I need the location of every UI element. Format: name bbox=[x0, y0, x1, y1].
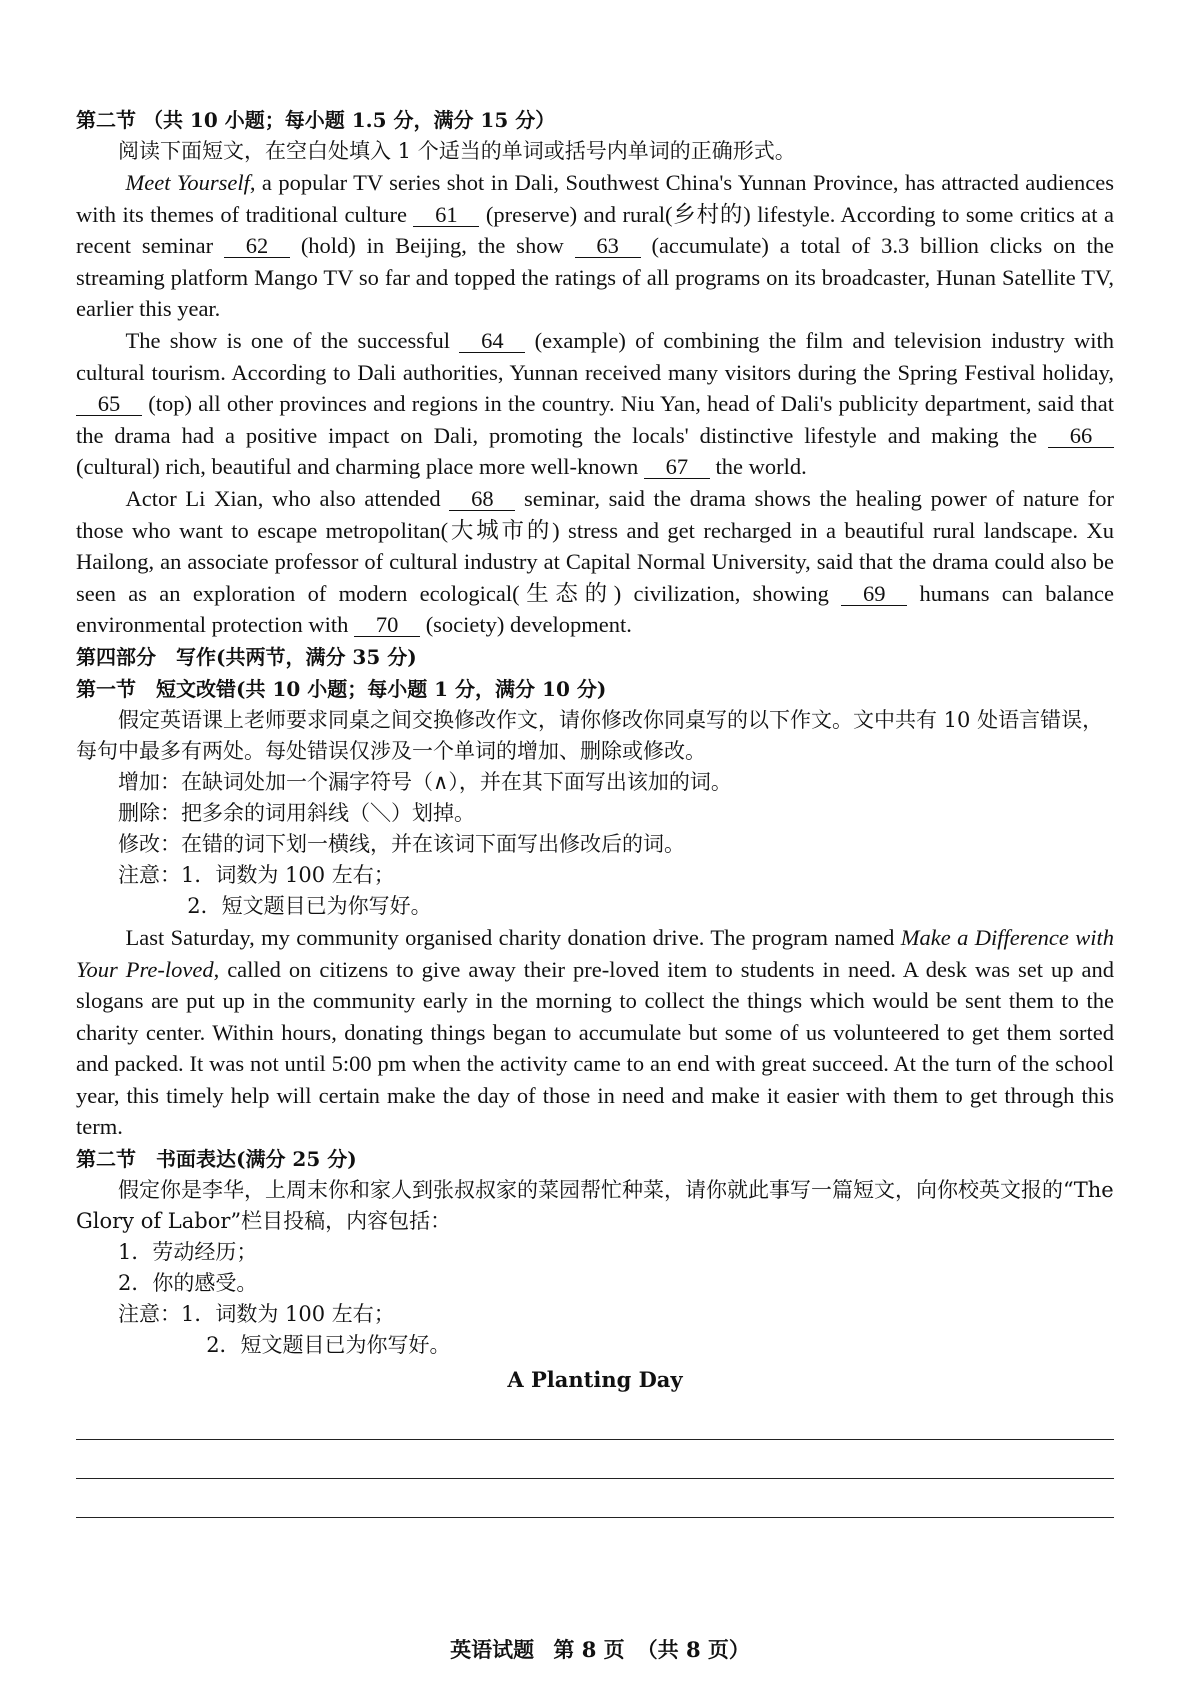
footer-page: 第 8 页 bbox=[553, 1637, 625, 1662]
footer-total: （共 8 页） bbox=[636, 1637, 750, 1662]
blank-62: 62 bbox=[224, 235, 290, 258]
essay-title: A Planting Day bbox=[507, 1367, 683, 1393]
part4-section2-heading: 第二节 书面表达(满分 25 分) bbox=[76, 1147, 357, 1172]
blank-67: 67 bbox=[644, 456, 710, 479]
passage-paragraph-3 bbox=[76, 483, 1114, 641]
text-run: humans can balance environmental protection with bbox=[76, 580, 1115, 638]
program-title: Make a Difference with Your Pre-loved bbox=[76, 924, 1114, 982]
answer-line-3[interactable] bbox=[76, 1479, 1114, 1518]
part4-section1-instruction: 假定英语课上老师要求同桌之间交换修改作文，请你修改你同桌写的以下作文。文中共有 10 处语言错误，每句中最多有两处。每处错误仅涉及一个单词的增加、删除或修改。 bbox=[76, 707, 1104, 763]
writing-note-1: 注意：1．词数为 100 左右； bbox=[118, 1302, 395, 1327]
rule-delete: 删除：把多余的词用斜线（＼）划掉。 bbox=[118, 800, 475, 825]
text-run: (society) development. bbox=[420, 612, 632, 638]
section2-instruction: 阅读下面短文，在空白处填入 1 个适当的单词或括号内单词的正确形式。 bbox=[118, 139, 796, 163]
page-footer bbox=[0, 1634, 1200, 1664]
blank-68: 68 bbox=[449, 488, 515, 511]
rule-modify: 修改：在错的词下划一横线，并在该词下面写出修改后的词。 bbox=[118, 831, 685, 856]
note-1: 注意：1．词数为 100 左右； bbox=[118, 862, 395, 887]
text-run: Last Saturday, my community organised charity donation drive. The program named bbox=[125, 924, 901, 950]
error-correction-essay bbox=[76, 922, 1114, 1143]
text-run: Actor Li Xian, who also attended bbox=[125, 485, 450, 511]
blank-63: 63 bbox=[575, 235, 641, 258]
text-run: (cultural) rich, beautiful and charming place more well-known bbox=[76, 454, 644, 480]
section2-heading bbox=[76, 104, 1114, 136]
text-run: , a popular TV series shot in Dali, Southwest China's Yunnan Province, has attracted audiences with its themes of traditional culture bbox=[76, 170, 1114, 227]
text-run: (top) all other provinces and regions in the country. Niu Yan, head of Dali's publicity department, said that the drama had a positive impact on Dali, promoting the locals' distinctive lifestyle and making the bbox=[76, 391, 1114, 448]
answer-line-2[interactable] bbox=[76, 1440, 1114, 1479]
content-item-2: 2．你的感受。 bbox=[118, 1271, 258, 1296]
note-2: 2．短文题目已为你写好。 bbox=[187, 893, 432, 918]
blank-66: 66 bbox=[1048, 425, 1114, 448]
part4-heading: 第四部分 写作(共两节，满分 35 分) bbox=[76, 644, 417, 669]
text-run: (preserve) and rural(乡村的) lifestyle. According to some critics at a recent seminar bbox=[76, 201, 1114, 259]
text-run: , called on citizens to give away their pre-loved item to students in need. A desk was set up and slogans are put up in the community early in the morning to collect the things which would be sent them to the charity center. Within hours, donating things began to accumulate but some of us volunteered to get them sorted and packed. It was not until 5:00 pm when the activity came to an end with great succeed. At the turn of the school year, this timely help will certain make the day of those in need and make it easier with them to get through this term. bbox=[76, 956, 1114, 1140]
passage-paragraph-1 bbox=[76, 167, 1114, 325]
footer-subject: 英语试题 bbox=[450, 1637, 535, 1662]
section2-points: （共 10 小题；每小题 1.5 分，满分 15 分） bbox=[142, 108, 556, 132]
passage-paragraph-2 bbox=[76, 325, 1114, 483]
show-title: Meet Yourself bbox=[125, 170, 250, 195]
text-run: (hold) in Beijing, the show bbox=[289, 233, 575, 259]
writing-note-2: 2．短文题目已为你写好。 bbox=[206, 1333, 451, 1358]
blank-65: 65 bbox=[76, 393, 142, 416]
part4-section1-heading: 第一节 短文改错(共 10 小题；每小题 1 分，满分 10 分) bbox=[76, 676, 607, 701]
rule-add: 增加：在缺词处加一个漏字符号（∧），并在其下面写出该加的词。 bbox=[118, 769, 732, 794]
text-run: (accumulate) a total of 3.3 billion clicks on the streaming platform Mango TV so far and topped the ratings of all programs on its broadcaster, Hunan Satellite TV, earlier this year. bbox=[76, 233, 1114, 322]
text-run: seminar, said the drama shows the healing power of nature for those who want to escape metropolitan(大城市的) stress and get recharged in a beautiful rural landscape. Xu Hailong, an associate professor of cultural industry at Capital Normal University, said that the drama could also be seen as an exploration of modern ecological(生态的) civilization, showing bbox=[76, 485, 1115, 606]
blank-70: 70 bbox=[354, 614, 420, 637]
part4-section2-instruction: 假定你是李华，上周末你和家人到张叔叔家的菜园帮忙种菜，请你就此事写一篇短文，向你校英文报的“The Glory of Labor”栏目投稿，内容包括： bbox=[76, 1178, 1114, 1234]
section2-title: 第二节 bbox=[76, 108, 136, 132]
content-item-1: 1．劳动经历； bbox=[118, 1240, 258, 1265]
text-run: (example) of combining the film and television industry with cultural tourism. According to Dali authorities, Yunnan received many visitors during the Spring Festival holiday, bbox=[76, 327, 1114, 385]
answer-line-1[interactable] bbox=[76, 1401, 1114, 1440]
blank-64: 64 bbox=[459, 330, 525, 353]
text-run: The show is one of the successful bbox=[125, 327, 460, 353]
text-run: the world. bbox=[709, 454, 807, 480]
blank-61: 61 bbox=[413, 204, 479, 227]
blank-69: 69 bbox=[841, 583, 907, 606]
